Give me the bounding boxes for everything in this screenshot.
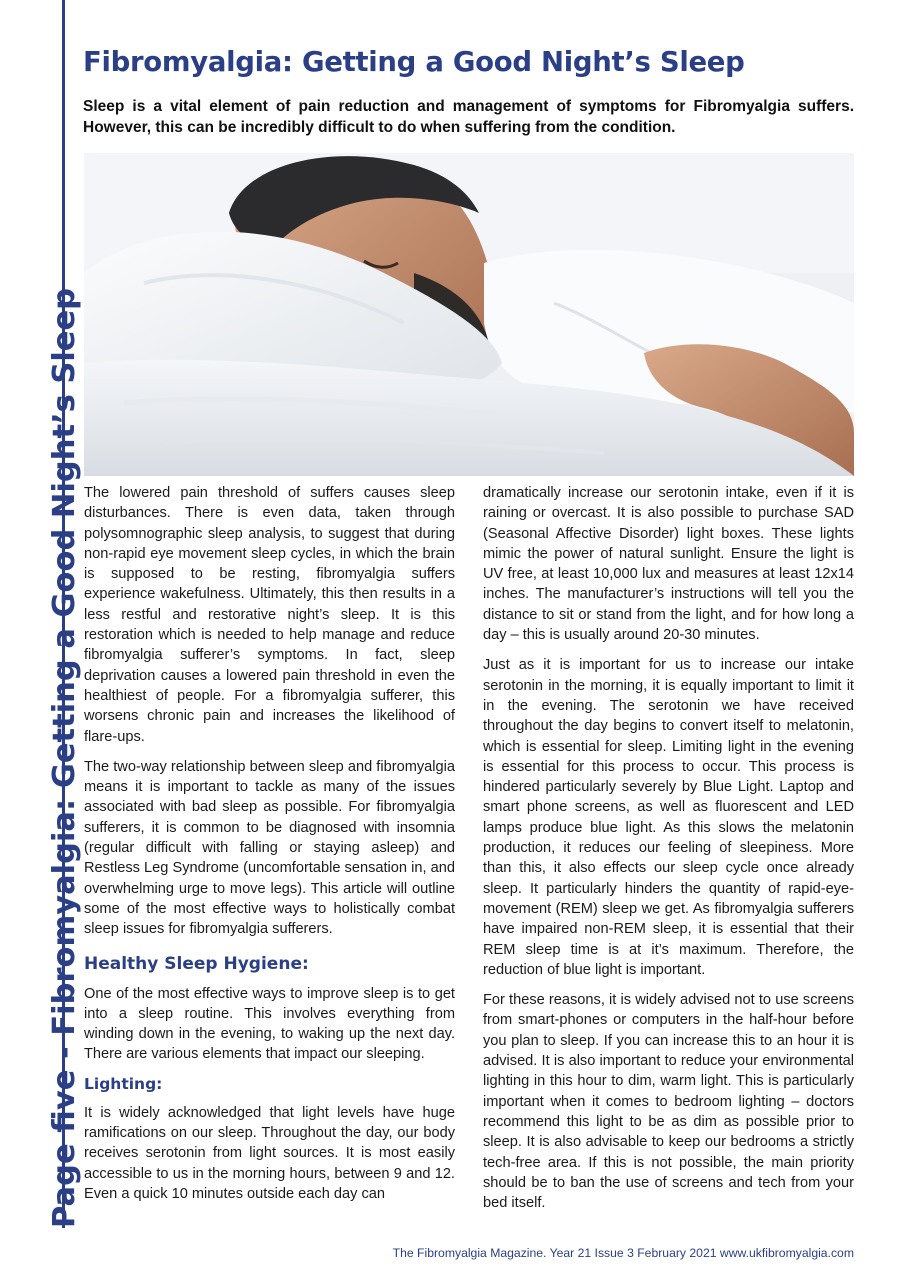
- right-column: [483, 483, 854, 1223]
- paragraph: The two-way relationship between sleep and fibromyalgia means it is important to tackle as many of the issues associated with bad sleep as possible. For fibromyalgia sufferers, it is common to be diagnosed with insomnia (regular difficult with falling or staying asleep) and Restless Leg Syndrome (uncomfortable sensation in, and overwhelming urge to move legs). This article will outline some of the most effective ways to holistically combat sleep issues for fibromyalgia sufferers.: [84, 758, 455, 938]
- section-heading-lighting: Lighting:: [84, 1074, 163, 1093]
- left-column: [84, 483, 455, 1214]
- sidebar-page-label: Page five - Fibromyalgia: Getting a Good Night’s Sleep: [47, 287, 82, 1228]
- paragraph: The lowered pain threshold of suffers causes sleep disturbances. There is even data, taken through polysomnographic sleep analysis, to suggest that during non-rapid eye movement sleep cycles, in which the brain is supposed to be resting, fibromyalgia suffers experience wakefulness. Ultimately, this then results in a less restful and restorative night’s sleep. It is this restoration which is needed to help manage and reduce fibromyalgia sufferer’s symptoms. In fact, sleep deprivation causes a lowered pain threshold in even the healthiest of people. For a fibromyalgia sufferer, this worsens chronic pain and increases the likelihood of flare-ups.: [84, 485, 455, 745]
- article-title: Fibromyalgia: Getting a Good Night’s Sleep: [83, 46, 745, 78]
- footer-publication-info: The Fibromyalgia Magazine. Year 21 Issue 3 February 2021 www.ukfibromyalgia.com: [392, 1246, 854, 1260]
- hero-photo-man-sleeping: [84, 153, 854, 476]
- sleeping-man-illustration: [84, 153, 854, 476]
- section-heading-healthy-sleep-hygiene: Healthy Sleep Hygiene:: [84, 953, 309, 974]
- paragraph: Just as it is important for us to increase our intake serotonin in the morning, it is equally important to limit it in the evening. The serotonin we have received throughout the day begins to convert itself to melatonin, which is essential for sleep. Limiting light in the evening is essential for this process to occur. This process is hindered particularly severely by Blue Light. Laptop and smart phone screens, as well as fluorescent and LED lamps produce blue light. As this slows the melatonin production, it reduces our feeling of sleepiness. More than this, it also effects our sleep cycle once already sleep. It particularly hinders the quantity of rapid-eye-movement (REM) sleep we get. As fibromyalgia sufferers have impaired non-REM sleep, it is essential that their REM sleep time is at it’s maximum. Therefore, the reduction of blue light is important.: [483, 657, 854, 978]
- paragraph: dramatically increase our serotonin intake, even if it is raining or overcast. It is also possible to purchase SAD (Seasonal Affective Disorder) light boxes. These lights mimic the power of natural sunlight. Ensure the light is UV free, at least 10,000 lux and measures at least 12x14 inches. The manufacturer’s instructions will tell you the distance to sit or stand from the light, and for how long a day – this is usually around 20-30 minutes.: [483, 485, 854, 644]
- paragraph: One of the most effective ways to improve sleep is to get into a sleep routine. This involves everything from winding down in the evening, to waking up the next day. There are various elements that impact our sleeping.: [84, 985, 455, 1063]
- article-intro: Sleep is a vital element of pain reduction and management of symptoms for Fibromyalgia suffers. However, this can be incredibly difficult to do when suffering from the condition.: [83, 98, 854, 136]
- paragraph: It is widely acknowledged that light levels have huge ramifications on our sleep. Throughout the day, our body receives serotonin from light sources. It is most easily accessible to us in the morning hours, between 9 and 12. Even a quick 10 minutes outside each day can: [84, 1104, 455, 1202]
- paragraph: For these reasons, it is widely advised not to use screens from smart-phones or computers in the half-hour before you plan to sleep. If you can increase this to an hour it is advised. It is also important to reduce your environmental lighting in this hour to dim, warm light. This is particularly important when it comes to bedroom lighting – doctors recommend this light to be as dim as possible prior to sleep. It is also advisable to keep our bedrooms a strictly tech-free area. If this is not possible, the main priority should be to ban the use of screens and tech from your bed itself.: [483, 992, 854, 1212]
